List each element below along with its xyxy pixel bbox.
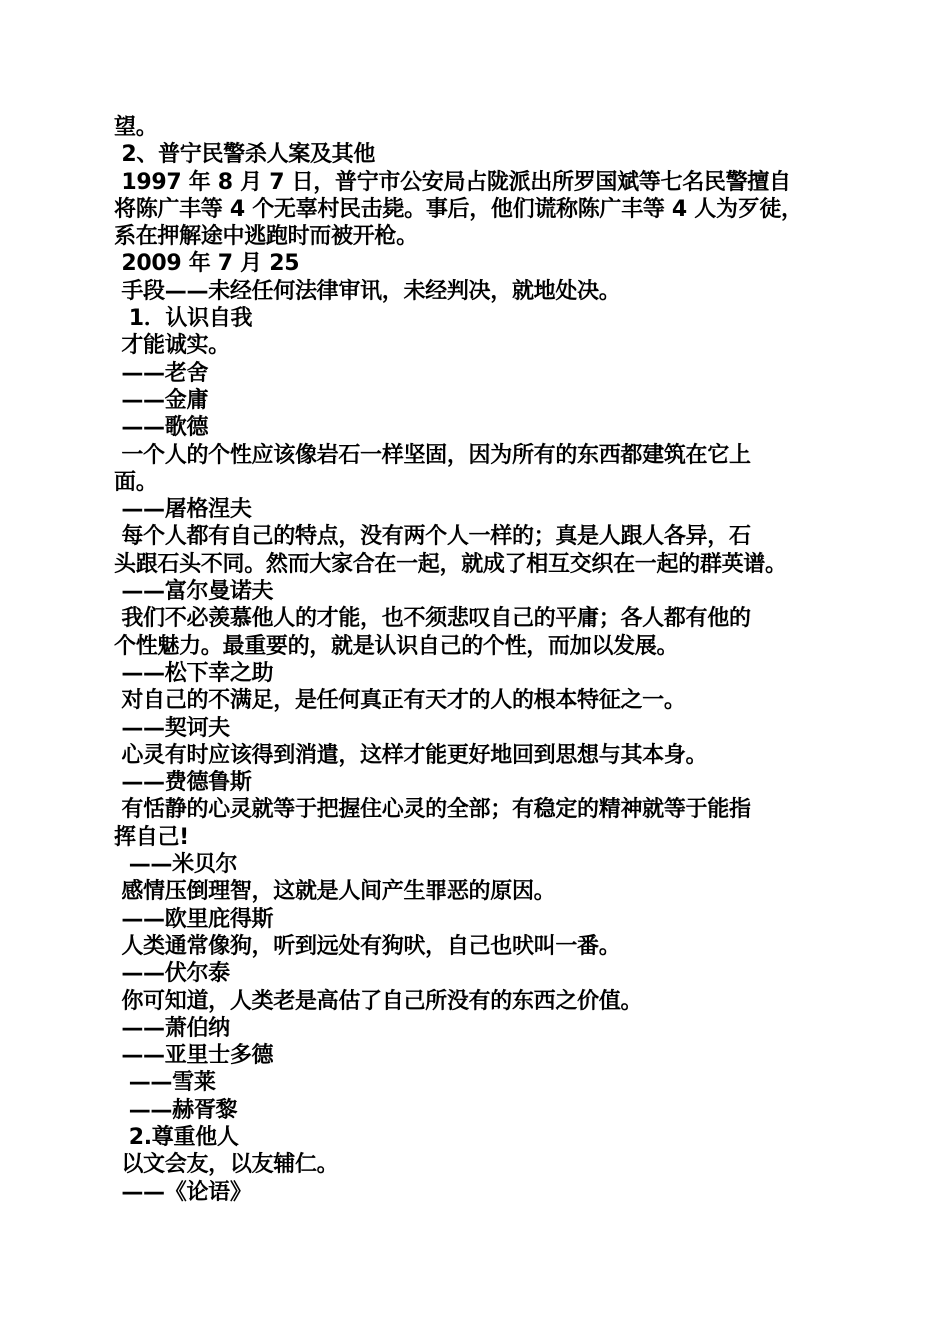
quote-author: ——伏尔泰	[114, 961, 230, 987]
quote-author: ——屠格涅夫	[114, 497, 252, 523]
quote-author: ——欧里庇得斯	[114, 906, 274, 932]
section-heading: 2、普宁民警杀人案及其他	[114, 142, 376, 168]
text-line: 1997 年 8 月 7 日，普宁市公安局占陇派出所罗国斌等七名民警擅自	[114, 169, 791, 195]
quote-line: 头跟石头不同。然而大家合在一起，就成了相互交织在一起的群英谱。	[114, 551, 787, 577]
text-line: 2009 年 7 月 25	[114, 251, 300, 277]
document-page	[114, 114, 854, 1206]
quote-line: 对自己的不满足，是任何真正有天才的人的根本特征之一。	[114, 688, 686, 714]
quote-line: 每个人都有自己的特点，没有两个人一样的；真是人跟人各异，石	[114, 524, 751, 550]
quote-line: 挥自己!	[114, 824, 189, 850]
quote-line: 感情压倒理智，这就是人间产生罪恶的原因。	[114, 879, 556, 905]
quote-line: 你可知道，人类老是高估了自己所没有的东西之价值。	[114, 988, 643, 1014]
quote-author: ——费德鲁斯	[114, 770, 252, 796]
quote-line: 个性魅力。最重要的，就是认识自己的个性，而加以发展。	[114, 633, 679, 659]
quote-author: ——金庸	[114, 387, 209, 413]
quote-author: ——雪莱	[114, 1070, 216, 1096]
quote-author: ——契诃夫	[114, 715, 230, 741]
text-line: 望。	[114, 115, 158, 140]
quote-author: ——松下幸之助	[114, 660, 274, 686]
quote-author: ——亚里士多德	[114, 1043, 274, 1069]
quote-line: 面。	[114, 469, 158, 495]
quote-line: 人类通常像狗，听到远处有狗吠，自己也吠叫一番。	[114, 933, 621, 959]
quote-author: ——老舍	[114, 360, 209, 386]
quote-author: ——萧伯纳	[114, 1015, 230, 1041]
quote-author: ——《论语》	[114, 1179, 252, 1205]
section-heading: 1．认识自我	[114, 306, 253, 332]
text-line: 系在押解途中逃跑时而被开枪。	[114, 224, 418, 250]
text-line: 手段——未经任何法律审讯，未经判决，就地处决。	[114, 278, 621, 304]
section-heading: 2.尊重他人	[114, 1124, 239, 1150]
quote-author: ——歌德	[114, 415, 209, 441]
quote-line: 以文会友，以友辅仁。	[114, 1152, 339, 1178]
quote-author: ——赫胥黎	[114, 1097, 238, 1123]
quote-line: 有恬静的心灵就等于把握住心灵的全部；有稳定的精神就等于能指	[114, 797, 751, 823]
quote-line: 才能诚实。	[114, 333, 230, 359]
quote-line: 一个人的个性应该像岩石一样坚固，因为所有的东西都建筑在它上	[114, 442, 751, 468]
quote-author: ——富尔曼诺夫	[114, 579, 274, 605]
text-line: 将陈广丰等 4 个无辜村民击毙。事后，他们谎称陈广丰等 4 人为歹徒，	[114, 196, 803, 222]
quote-author: ——米贝尔	[114, 852, 238, 878]
quote-line: 心灵有时应该得到消遣，这样才能更好地回到思想与其本身。	[114, 742, 708, 768]
quote-line: 我们不必羡慕他人的才能，也不须悲叹自己的平庸；各人都有他的	[114, 606, 751, 632]
